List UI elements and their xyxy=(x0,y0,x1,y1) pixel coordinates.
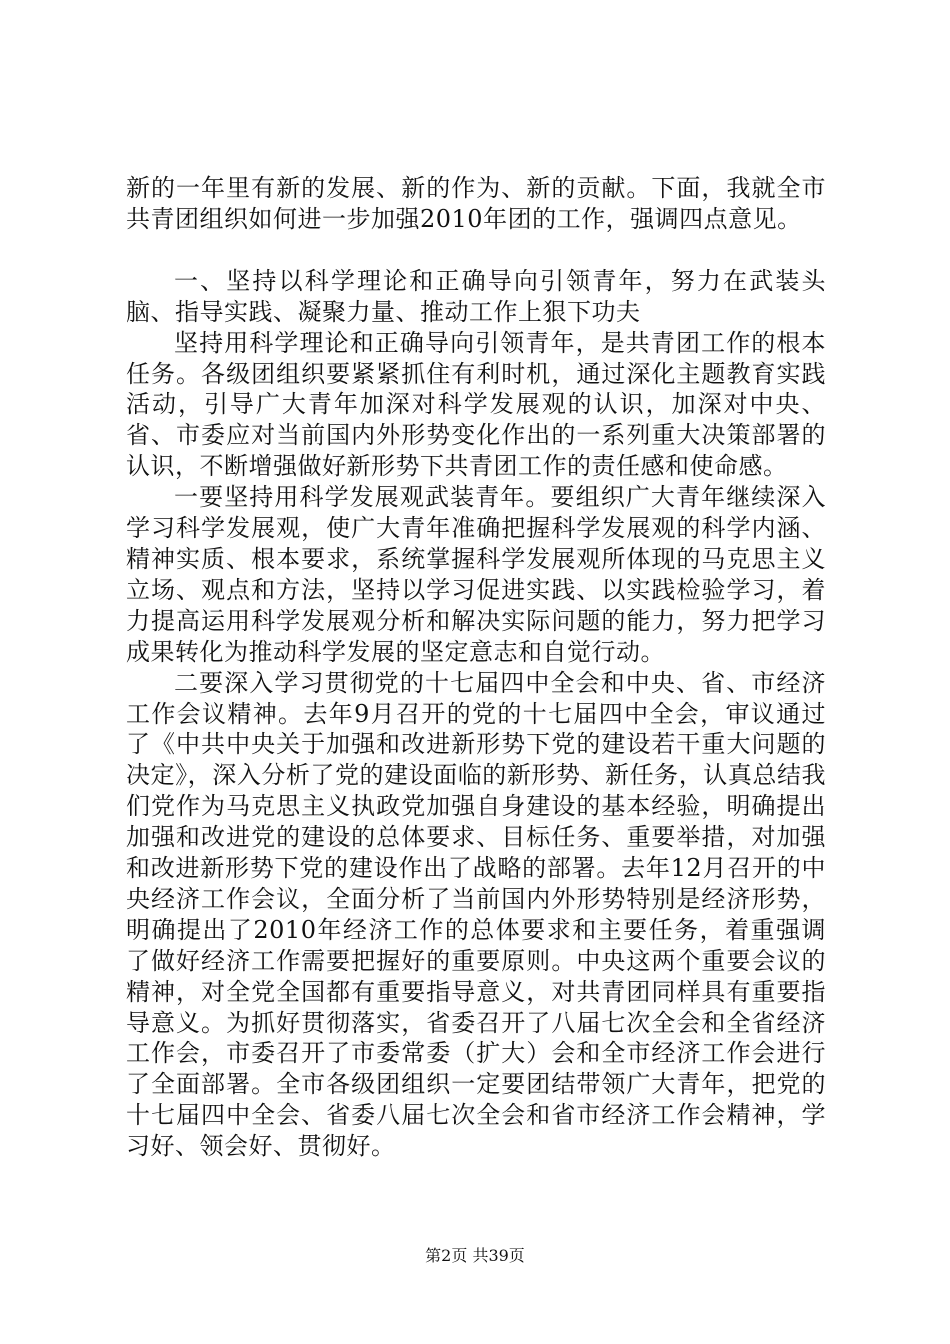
paragraph: 一要坚持用科学发展观武装青年。要组织广大青年继续深入学习科学发展观，使广大青年准确把握科学发展观的科学内涵、精神实质、根本要求，系统掌握科学发展观所体现的马克思主义立场、观点和方法，坚持以学习促进实践、以实践检验学习，着力提高运用科学发展观分析和解决实际问题的能力，努力把学习成果转化为推动科学发展的坚定意志和自觉行动。 xyxy=(126,483,826,666)
paragraph: 坚持用科学理论和正确导向引领青年，是共青团工作的根本任务。各级团组织要紧紧抓住有利时机，通过深化主题教育实践活动，引导广大青年加深对科学发展观的认识，加深对中央、省、市委应对当前国内外形势变化作出的一系列重大决策部署的认识，不断增强做好新形势下共青团工作的责任感和使命感。 xyxy=(126,328,826,481)
paragraph: 二要深入学习贯彻党的十七届四中全会和中央、省、市经济工作会议精神。去年9月召开的党的十七届四中全会，审议通过了《中共中央关于加强和改进新形势下党的建设若干重大问题的决定》，深入分析了党的建设面临的新形势、新任务，认真总结我们党作为马克思主义执政党加强自身建设的基本经验，明确提出加强和改进党的建设的总体要求、目标任务、重要举措，对加强和改进新形势下党的建设作出了战略的部署。去年12月召开的中央经济工作会议，全面分析了当前国内外形势特别是经济形势，明确提出了2010年经济工作的总体要求和主要任务，着重强调了做好经济工作需要把握好的重要原则。中央这两个重要会议的精神，对全党全国都有重要指导意义，对共青团同样具有重要指导意义。为抓好贯彻落实，省委召开了八届七次全会和全省经济工作会，市委召开了市委常委（扩大）会和全市经济工作会进行了全面部署。全市各级团组织一定要团结带领广大青年，把党的十七届四中全会、省委八届七次全会和省市经济工作会精神，学习好、领会好、贯彻好。 xyxy=(126,668,826,1161)
page-number-footer: 第2页 共39页 xyxy=(425,1246,525,1265)
document-body xyxy=(126,173,826,1162)
section-heading-1: 一、坚持以科学理论和正确导向引领青年，努力在武装头脑、指导实践、凝聚力量、推动工作上狠下功夫 xyxy=(126,266,826,326)
paragraph-continuation: 新的一年里有新的发展、新的作为、新的贡献。下面，我就全市共青团组织如何进一步加强2010年团的工作，强调四点意见。 xyxy=(126,174,826,233)
